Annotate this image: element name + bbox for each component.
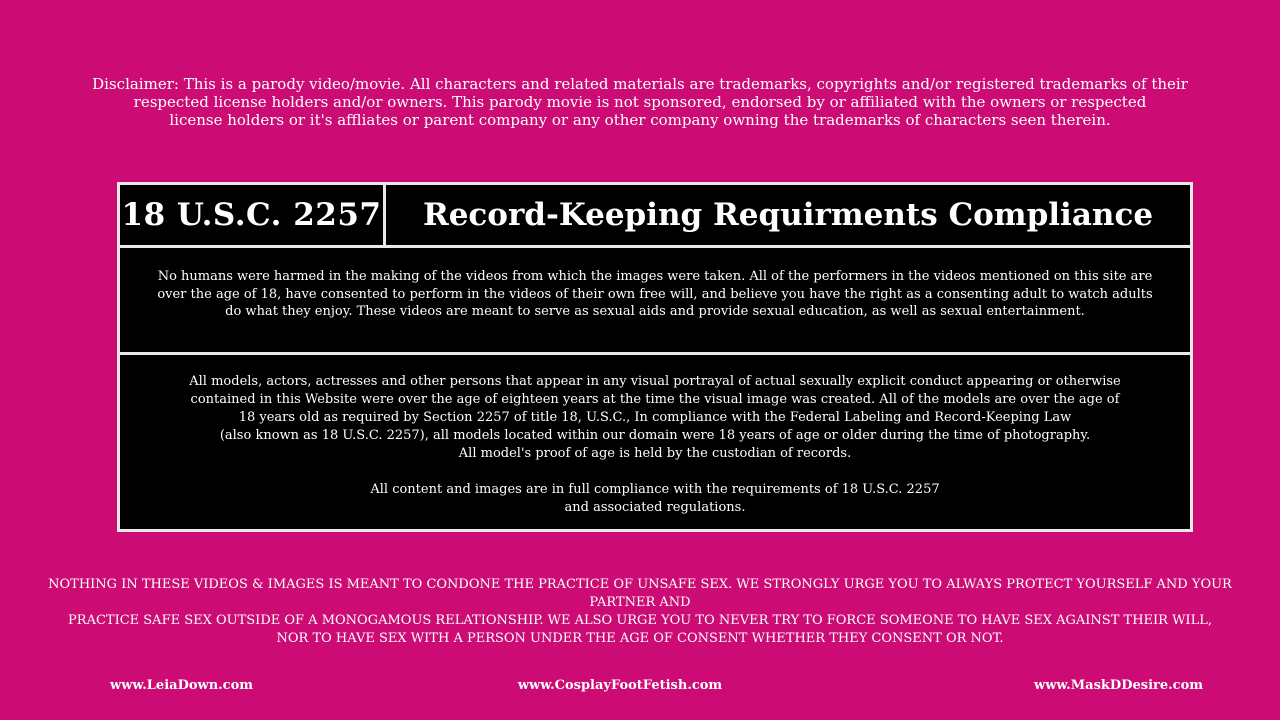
performers-statement-section	[120, 248, 1190, 355]
compliance-statement-text: All content and images are in full compliance with the requirements of 18 U.S.C. 2257 and associated regulations.	[370, 482, 940, 515]
compliance-panel	[117, 182, 1193, 532]
safe-sex-warning: NOTHING IN THESE VIDEOS & IMAGES IS MEANT TO CONDONE THE PRACTICE OF UNSAFE SEX. WE STRONGLY URGE YOU TO ALWAYS PROTECT YOURSELF AND YOUR PARTNER AND PRACTICE SAFE SEX OUTSIDE OF A MONOGAMOUS RELATIONSHIP. WE ALSO URGE YOU TO NEVER TRY TO FORCE SOMEONE TO HAVE SEX AGAINST THEIR WILL, NOR TO HAVE SEX WITH A PERSON UNDER THE AGE OF CONSENT WHETHER THEY CONSENT OR NOT.	[48, 577, 1232, 646]
performers-statement-text: No humans were harmed in the making of the videos from which the images were taken. All of the performers in the videos mentioned on this site are over the age of 18, have consented to perform in the videos of their own free will, and believe you have the right as a consenting adult to watch adults do what they enjoy. These videos are meant to serve as sexual aids and provide sexual education, as well as sexual entertainment.	[157, 269, 1153, 319]
compliance-title: Record-Keeping Requirments Compliance	[422, 197, 1154, 233]
footer-link-leiadown[interactable]: www.LeiaDown.com	[110, 678, 254, 693]
compliance-header	[120, 185, 1190, 248]
age-verification-section	[120, 355, 1190, 529]
statute-code-label: 18 U.S.C. 2257	[120, 185, 386, 245]
parody-disclaimer: Disclaimer: This is a parody video/movie. All characters and related materials are trademarks, copyrights and/or registered trademarks of their respected license holders and/or owners. This parody movie is not sponsored, endorsed by or affiliated with the owners or respected license holders or it's affliates or parent company or any other company owning the trademarks of characters seen therein.	[92, 75, 1188, 129]
footer-link-maskddesire[interactable]: www.MaskDDesire.com	[1034, 678, 1203, 693]
footer-link-cosplayfootfetish[interactable]: www.CosplayFootFetish.com	[517, 678, 723, 693]
age-verification-text: All models, actors, actresses and other persons that appear in any visual portrayal of actual sexually explicit conduct appearing or otherwise contained in this Website were over the age of eighteen years at the time the visual image was created. All of the models are over the age of 18 years old as required by Section 2257 of title 18, U.S.C., In compliance with the Federal Labeling and Record-Keeping Law (also known as 18 U.S.C. 2257), all models located within our domain were 18 years of age or older during the time of photography. All model's proof of age is held by the custodian of records.	[189, 374, 1121, 461]
